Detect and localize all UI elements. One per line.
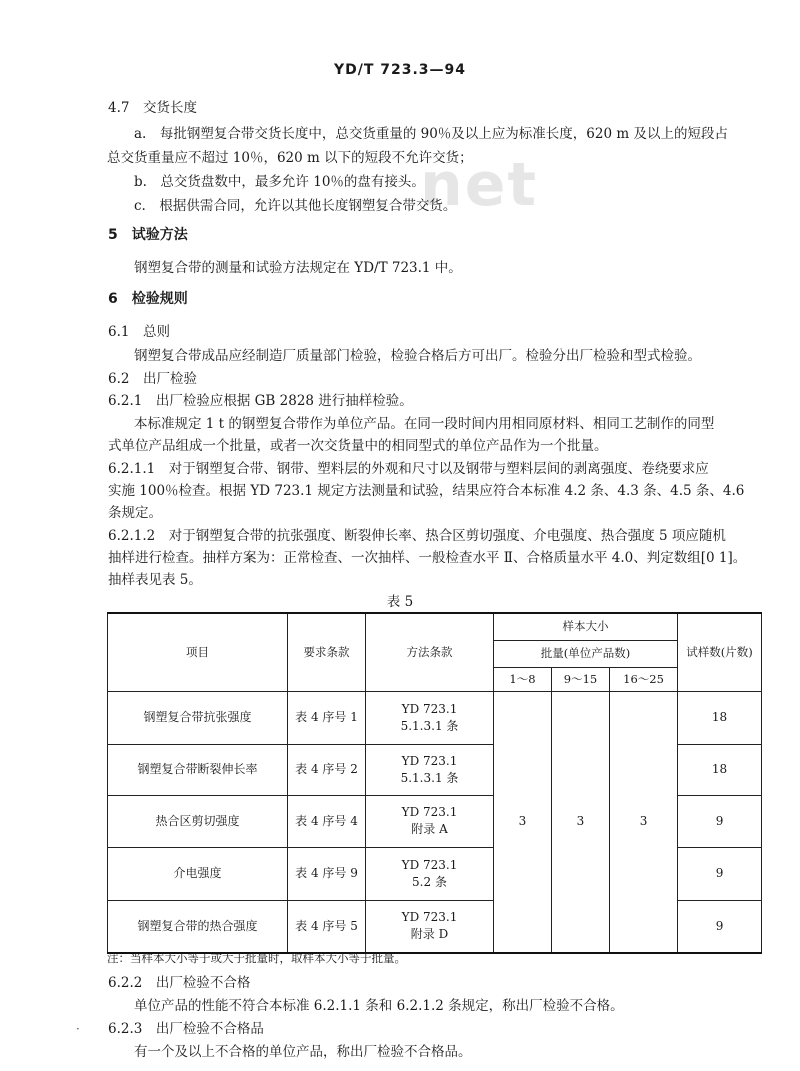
row-item: 介电强度 xyxy=(108,847,288,900)
watermark: net xyxy=(420,150,539,220)
header-requirement-clause: 要求条款 xyxy=(288,613,366,691)
table-5 xyxy=(107,612,762,954)
table-5-caption: 表 5 xyxy=(386,594,414,610)
header-specimen-count: 试样数(片数) xyxy=(678,613,762,691)
page-header: YD/T 723.3—94 xyxy=(333,62,467,78)
row-count: 18 xyxy=(678,744,762,795)
section-6-2-2-heading: 6.2.2 出厂检验不合格 xyxy=(108,975,251,991)
section-6-1-heading: 6.1 总则 xyxy=(108,324,170,340)
row-requirement: 表 4 序号 5 xyxy=(288,900,366,953)
header-sample-size: 样本大小 xyxy=(494,613,678,640)
sample-size-cell: 3 xyxy=(610,691,678,953)
batch-range: 1～8 xyxy=(494,667,552,691)
section-5-paragraph: 钢塑复合带的测量和试验方法规定在 YD/T 723.1 中。 xyxy=(134,260,462,276)
row-count: 9 xyxy=(678,900,762,953)
sample-size-cell: 3 xyxy=(552,691,610,953)
row-item: 钢塑复合带的热合强度 xyxy=(108,900,288,953)
row-count: 9 xyxy=(678,795,762,847)
clause-a-line1: a. 每批钢塑复合带交货长度中，总交货重量的 90％及以上应为标准长度，620 m 及以上的短段占 xyxy=(134,126,728,142)
row-count: 9 xyxy=(678,847,762,900)
clause-6-2-1: 6.2.1 出厂检验应根据 GB 2828 进行抽样检验。 xyxy=(108,393,413,409)
section-6-2-3-paragraph: 有一个及以上不合格的单位产品，称出厂检验不合格品。 xyxy=(134,1044,472,1060)
clause-6-2-1-2-line1: 6.2.1.2 对于钢塑复合带的抗张强度、断裂伸长率、热合区剪切强度、介电强度、热合强度 5 项应随机 xyxy=(108,528,726,544)
clause-6-2-1-para-line2: 式单位产品组成一个批量，或者一次交货量中的相同型式的单位产品作为一个批量。 xyxy=(108,438,608,454)
batch-range: 16～25 xyxy=(610,667,678,691)
row-method: YD 723.1 5.1.3.1 条 xyxy=(366,691,494,744)
row-count: 18 xyxy=(678,691,762,744)
row-requirement: 表 4 序号 9 xyxy=(288,847,366,900)
table-row xyxy=(108,691,762,744)
clause-6-2-1-para-line1: 本标准规定 1 t 的钢塑复合带作为单位产品。在同一段时间内用相同原材料、相同工艺制作的同型 xyxy=(134,416,715,432)
clause-c: c. 根据供需合同，允许以其他长度钢塑复合带交货。 xyxy=(134,198,457,214)
scan-dot: · xyxy=(76,1022,80,1036)
clause-b: b. 总交货盘数中，最多允许 10％的盘有接头。 xyxy=(134,174,425,190)
clause-6-2-1-1-line1: 6.2.1.1 对于钢塑复合带、钢带、塑料层的外观和尺寸以及钢带与塑料层间的剥离强度、卷绕要求应 xyxy=(108,461,709,477)
row-method: YD 723.1 附录 D xyxy=(366,900,494,953)
header-method-clause: 方法条款 xyxy=(366,613,494,691)
section-6-2-heading: 6.2 出厂检验 xyxy=(108,371,197,387)
clause-6-2-1-1-line2: 实施 100％检查。根据 YD 723.1 规定方法测量和试验，结果应符合本标准 4.2 条、4.3 条、4.5 条、4.6 xyxy=(108,483,745,499)
row-item: 热合区剪切强度 xyxy=(108,795,288,847)
section-4-7-heading: 4.7 交货长度 xyxy=(108,100,197,116)
row-requirement: 表 4 序号 4 xyxy=(288,795,366,847)
table-note: 注：当样本大小等于或大于批量时，取样本大小等于批量。 xyxy=(107,951,406,965)
clause-6-2-1-1-line3: 条规定。 xyxy=(108,505,162,521)
row-item: 钢塑复合带抗张强度 xyxy=(108,691,288,744)
row-method: YD 723.1 附录 A xyxy=(366,795,494,847)
header-item: 项目 xyxy=(108,613,288,691)
section-6-2-2-paragraph: 单位产品的性能不符合本标准 6.2.1.1 条和 6.2.1.2 条规定，称出厂检验不合格。 xyxy=(134,998,624,1014)
header-batch: 批量(单位产品数) xyxy=(494,640,678,667)
section-5-heading: 5 试验方法 xyxy=(108,227,188,243)
section-6-2-3-heading: 6.2.3 出厂检验不合格品 xyxy=(108,1021,264,1037)
section-6-1-paragraph: 钢塑复合带成品应经制造厂质量部门检验，检验合格后方可出厂。检验分出厂检验和型式检验。 xyxy=(134,348,701,364)
clause-6-2-1-2-line3: 抽样表见表 5。 xyxy=(108,572,202,588)
row-item: 钢塑复合带断裂伸长率 xyxy=(108,744,288,795)
row-method: YD 723.1 5.1.3.1 条 xyxy=(366,744,494,795)
sample-size-cell: 3 xyxy=(494,691,552,953)
row-method: YD 723.1 5.2 条 xyxy=(366,847,494,900)
section-6-heading: 6 检验规则 xyxy=(108,291,188,307)
clause-6-2-1-2-line2: 抽样进行检查。抽样方案为：正常检查、一次抽样、一般检查水平 Ⅱ、合格质量水平 4.0、判定数组[0 1]。 xyxy=(108,550,747,566)
row-requirement: 表 4 序号 1 xyxy=(288,691,366,744)
row-requirement: 表 4 序号 2 xyxy=(288,744,366,795)
batch-range: 9～15 xyxy=(552,667,610,691)
clause-a-line2: 总交货重量应不超过 10％，620 m 以下的短段不允许交货； xyxy=(107,150,473,166)
